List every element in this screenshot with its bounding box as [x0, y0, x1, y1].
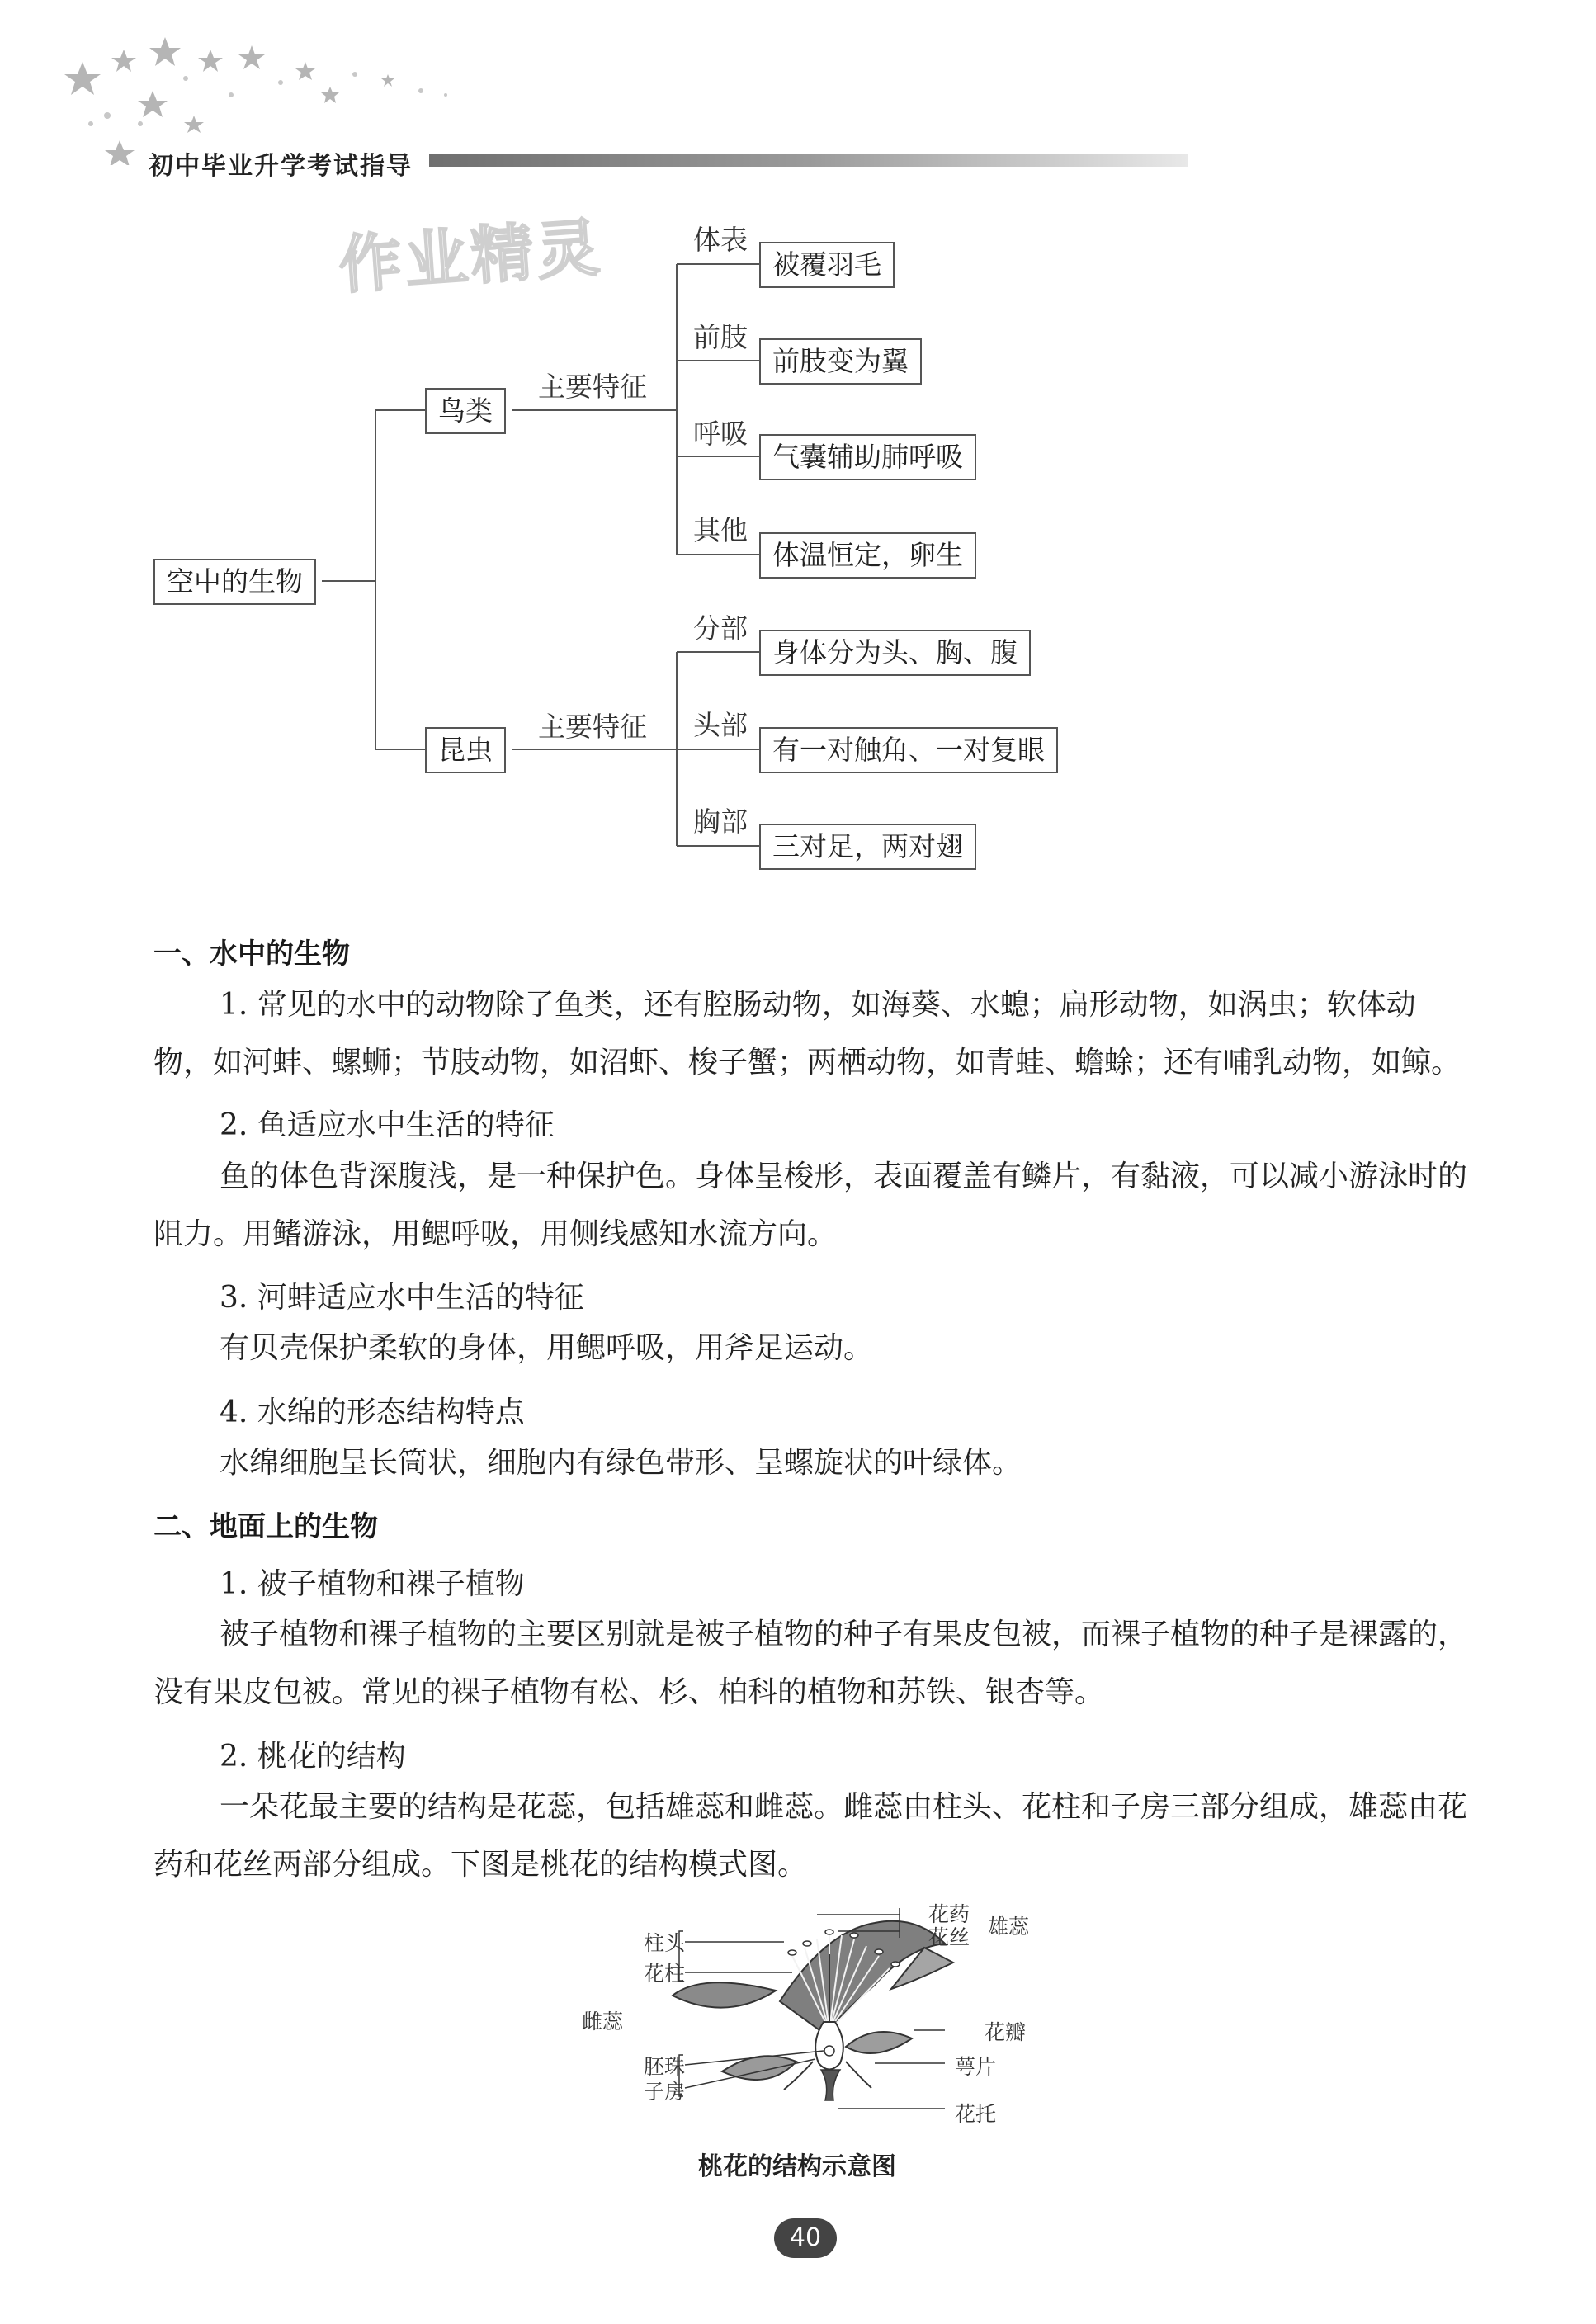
concept-branch-insects: 昆虫	[425, 727, 506, 773]
concept-root: 空中的生物	[153, 559, 316, 605]
feature-box: 三对足，两对翅	[759, 824, 976, 870]
aspect-label: 呼吸	[693, 418, 748, 450]
figure-label: 花丝	[928, 1925, 970, 1949]
figure-caption: 桃花的结构示意图	[698, 2152, 896, 2181]
relation-label: 主要特征	[538, 371, 647, 403]
figure-label: 雌蕊	[582, 2010, 624, 2034]
feature-box: 前肢变为翼	[759, 338, 922, 385]
paragraph: 1. 常见的水中的动物除了鱼类，还有腔肠动物，如海葵、水螅；扁形动物，如涡虫；软体动物，如河蚌、螺蛳；节肢动物，如沼虾、梭子蟹；两栖动物，如青蛙、蟾蜍；还有哺乳动物，如鲸。	[153, 988, 1461, 1079]
subheading: 2. 鱼适应水中生活的特征	[220, 1108, 555, 1142]
aspect-label: 其他	[693, 514, 748, 546]
figure-label: 胚珠	[644, 2055, 686, 2079]
subheading: 2. 桃花的结构	[220, 1740, 406, 1774]
aspect-label: 头部	[693, 709, 748, 741]
figure-label: 花柱	[644, 1962, 686, 1986]
figure-label: 萼片	[955, 2055, 997, 2079]
paragraph: 鱼的体色背深腹浅，是一种保护色。身体呈梭形，表面覆盖有鳞片，有黏液，可以减小游泳时的阻力。用鳍游泳，用鳃呼吸，用侧线感知水流方向。	[153, 1160, 1468, 1251]
relation-label: 主要特征	[538, 711, 647, 743]
section-heading: 二、地面上的生物	[153, 1510, 378, 1543]
aspect-label: 分部	[693, 612, 748, 645]
page-number: 40	[774, 2218, 837, 2258]
paragraph: 一朵花最主要的结构是花蕊，包括雄蕊和雌蕊。雌蕊由柱头、花柱和子房三部分组成，雄蕊由花药和花丝两部分组成。下图是桃花的结构模式图。	[153, 1790, 1468, 1882]
paragraph: 有贝壳保护柔软的身体，用鳃呼吸，用斧足运动。	[220, 1331, 874, 1365]
concept-branch-birds: 鸟类	[425, 388, 506, 434]
feature-box: 气囊辅助肺呼吸	[759, 434, 976, 480]
figure-label: 花药	[928, 1902, 970, 1926]
subheading: 4. 水绵的形态结构特点	[220, 1396, 525, 1429]
aspect-label: 胸部	[693, 805, 748, 838]
section-heading: 一、水中的生物	[153, 938, 350, 971]
figure-label: 雄蕊	[988, 1915, 1030, 1939]
paragraph: 被子植物和裸子植物的主要区别就是被子植物的种子有果皮包被，而裸子植物的种子是裸露的，没有果皮包被。常见的裸子植物有松、杉、柏科的植物和苏铁、银杏等。	[153, 1618, 1468, 1709]
feature-box: 有一对触角、一对复眼	[759, 727, 1058, 773]
figure-label: 花托	[955, 2102, 997, 2126]
aspect-label: 体表	[693, 224, 748, 256]
subheading: 1. 被子植物和裸子植物	[220, 1567, 525, 1601]
figure-label: 柱头	[644, 1931, 686, 1955]
page-header-title: 初中毕业升学考试指导	[149, 152, 413, 181]
subheading: 3. 河蚌适应水中生活的特征	[220, 1281, 584, 1315]
watermark: 作业精灵	[336, 210, 606, 303]
feature-box: 身体分为头、胸、腹	[759, 630, 1031, 676]
figure-label: 子房	[644, 2080, 686, 2104]
paragraph: 水绵细胞呈长筒状，细胞内有绿色带形、呈螺旋状的叶绿体。	[220, 1446, 1022, 1480]
figure-label: 花瓣	[985, 2020, 1027, 2044]
feature-box: 被覆羽毛	[759, 242, 895, 288]
aspect-label: 前肢	[693, 321, 748, 353]
feature-box: 体温恒定，卵生	[759, 532, 976, 579]
